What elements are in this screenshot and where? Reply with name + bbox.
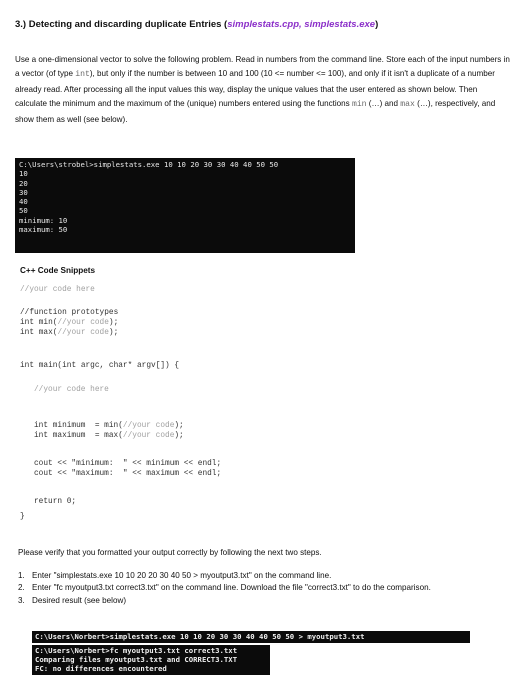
code-min: min (351, 100, 367, 110)
desired-fc-console (32, 645, 270, 675)
code-comment-prototypes: //function prototypes (20, 309, 119, 317)
console-line: C:\Users\strobel>simplestats.exe 10 10 20 30 30 40 40 50 50 (19, 160, 279, 169)
console-line: 20 (19, 178, 28, 188)
console-line: FC: no differences encountered (35, 664, 167, 674)
code-text: int min( (20, 319, 58, 327)
description-text-3: (…) and (366, 99, 401, 109)
code-text: ); (108, 319, 119, 327)
verify-intro: Please verify that you formatted your output correctly by following the next two steps. (18, 548, 322, 557)
description-text-1: Use a one-dimensional vector to solve the following problem. Read in numbers from the command line. Store each of the input numbers in a vector (of type (15, 55, 510, 79)
section-title-files: simplestats.cpp, simplestats.exe (227, 19, 376, 30)
code-comment: //your code (57, 319, 109, 327)
console-line: Comparing files myoutput3.txt and CORRECT3.TXT (35, 655, 238, 665)
code-int: int (75, 70, 90, 80)
console-line: 50 (19, 206, 28, 216)
code-line-close: } (20, 513, 25, 521)
example-console-output (15, 158, 355, 253)
console-line: C:\Users\Norbert>fc myoutput3.txt correct3.txt (35, 646, 238, 655)
code-text: ); (174, 432, 184, 440)
code-comment: //your code (57, 329, 109, 337)
description-text-2: ), but only if the number is between 10 and 100 (10 <= number <= 100), and only if it isn't a duplicate of a number already read. After processing all the input values this way, display the unique values that the user entered as shown below. Then calculate the minimum and the maximum of the (unique) numbers entered using the functions (15, 69, 495, 109)
section-title-prefix: 3.) Detecting and discarding duplicate Entries ( (15, 19, 228, 30)
code-line-proto-min (20, 319, 118, 327)
code-text: ); (174, 422, 184, 430)
desired-command-console (32, 631, 470, 643)
problem-description (15, 53, 510, 127)
code-comment: //your code here (20, 286, 95, 294)
code-line-maximum (34, 432, 184, 440)
code-text: int minimum = min( (34, 422, 123, 430)
code-line-minimum (34, 422, 184, 430)
code-line-cout-min: cout << "minimum: " << minimum << endl; (34, 460, 222, 468)
step-text: Enter "simplestats.exe 10 10 20 20 30 40 50 > myoutput3.txt" on the command line. (32, 571, 332, 580)
step-number: 2. (18, 583, 25, 593)
step-2 (18, 582, 508, 594)
step-number: 3. (18, 595, 25, 605)
code-text: ); (108, 329, 119, 337)
code-text: int maximum = max( (34, 432, 123, 440)
code-line-main: int main(int argc, char* argv[]) { (20, 362, 180, 370)
section-title-suffix: ) (375, 19, 379, 30)
code-line-cout-max: cout << "maximum: " << maximum << endl; (34, 470, 222, 478)
code-line-proto-max (20, 329, 118, 337)
console-line: 10 (19, 169, 28, 179)
console-line: maximum: 50 (19, 225, 68, 235)
code-max: max (400, 100, 415, 110)
snippets-heading: C++ Code Snippets (20, 266, 96, 275)
step-number: 1. (18, 571, 25, 580)
code-comment: //your code (122, 432, 175, 440)
console-line: minimum: 10 (19, 215, 68, 225)
code-text: int max( (20, 329, 58, 337)
step-3 (18, 595, 508, 607)
step-text: Desired result (see below) (32, 595, 127, 605)
step-text: Enter "fc myoutput3.txt correct3.txt" on the command line. Download the file "correct3.txt" to do the comparison. (32, 583, 431, 593)
section-title (15, 19, 378, 30)
code-comment: //your code here (34, 386, 109, 394)
code-comment: //your code (122, 422, 175, 430)
console-line: 40 (19, 197, 28, 207)
step-1 (18, 570, 508, 582)
description-text-4: (…), respectively, and show them as well (see below). (15, 99, 496, 124)
code-line-return: return 0; (34, 498, 77, 506)
verify-steps (18, 570, 508, 607)
console-line: C:\Users\Norbert>simplestats.exe 10 10 20 30 30 40 40 50 50 > myoutput3.txt (35, 632, 365, 641)
console-line: 30 (19, 187, 28, 197)
